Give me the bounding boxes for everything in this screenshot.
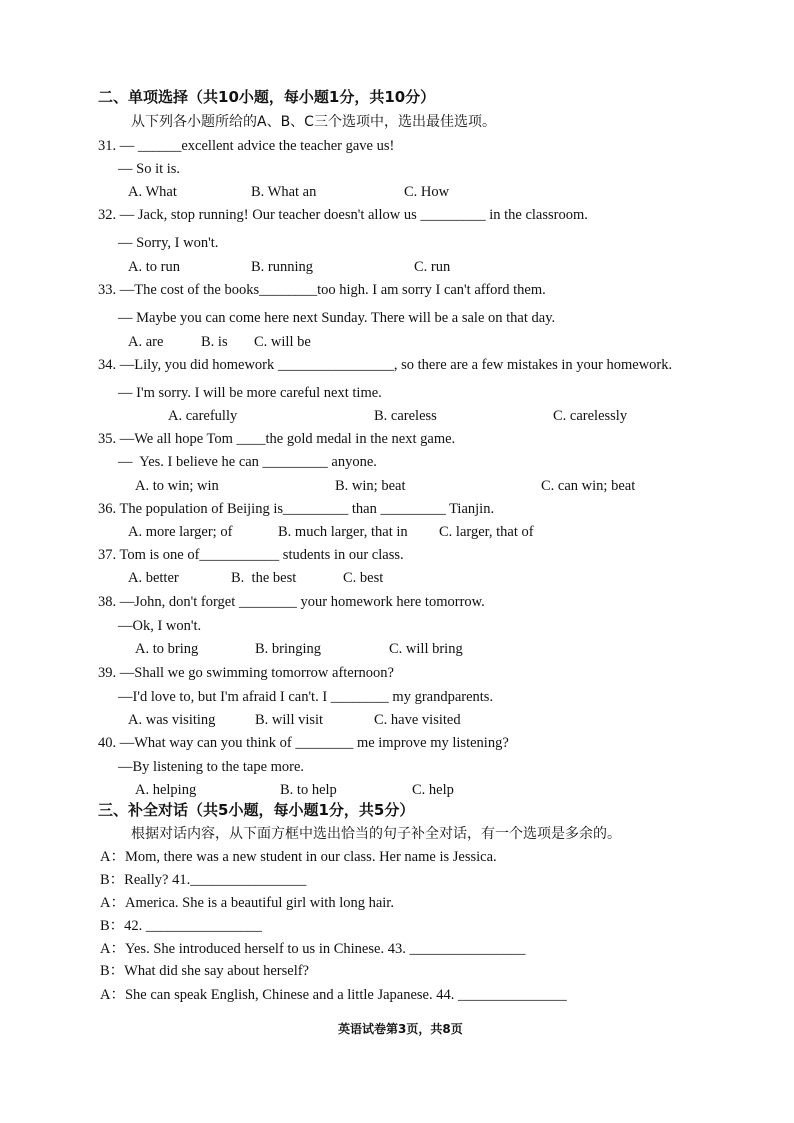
question-39-stem: 39. —Shall we go swimming tomorrow afternoon? — [98, 665, 394, 681]
section-2-title: 二、单项选择（共10小题，每小题1分，共10分） — [98, 88, 436, 106]
question-33-option-a: A. are — [128, 334, 164, 350]
question-40-reply: —By listening to the tape more. — [118, 759, 305, 775]
dialogue-line-3: A：America. She is a beautiful girl with long hair. — [100, 895, 394, 911]
question-38-option-a: A. to bring — [135, 641, 199, 657]
question-32-reply: — Sorry, I won't. — [118, 235, 219, 251]
question-38-option-b: B. bringing — [255, 641, 322, 657]
question-35-option-c: C. can win; beat — [541, 478, 636, 494]
question-40-option-c: C. help — [412, 782, 454, 798]
question-32-stem: 32. — Jack, stop running! Our teacher doesn't allow us _________ in the classroom. — [98, 207, 588, 223]
dialogue-line-7: A：She can speak English, Chinese and a little Japanese. 44. _______________ — [100, 987, 567, 1003]
question-37-stem: 37. Tom is one of___________ students in our class. — [98, 547, 404, 563]
question-39-reply: —I'd love to, but I'm afraid I can't. I ________ my grandparents. — [118, 689, 494, 705]
question-34-option-a: A. carefully — [168, 408, 238, 424]
question-31-stem: 31. — ______excellent advice the teacher gave us! — [98, 138, 395, 154]
question-40-stem: 40. —What way can you think of ________ me improve my listening? — [98, 735, 509, 751]
question-38-option-c: C. will bring — [389, 641, 463, 657]
question-31-option-a: A. What — [128, 184, 177, 200]
question-32-option-a: A. to run — [128, 259, 180, 275]
question-33-reply: — Maybe you can come here next Sunday. There will be a sale on that day. — [118, 310, 556, 326]
question-34-option-c: C. carelessly — [553, 408, 628, 424]
question-31-option-b: B. What an — [251, 184, 317, 200]
section-3-title: 三、补全对话（共5小题，每小题1分，共5分） — [98, 801, 415, 819]
question-39-option-c: C. have visited — [374, 712, 461, 728]
question-37-option-c: C. best — [343, 570, 384, 586]
question-35-reply: — Yes. I believe he can _________ anyone. — [118, 454, 377, 470]
question-35-stem: 35. —We all hope Tom ____the gold medal in the next game. — [98, 431, 456, 447]
dialogue-line-6: B：What did she say about herself? — [100, 963, 309, 979]
section-2-instruction: 从下列各小题所给的A、B、C三个选项中，选出最佳选项。 — [131, 114, 496, 130]
section-3-instruction: 根据对话内容，从下面方框中选出恰当的句子补全对话，有一个选项是多余的。 — [131, 826, 621, 842]
question-38-reply: —Ok, I won't. — [118, 618, 202, 634]
question-34-reply: — I'm sorry. I will be more careful next time. — [118, 385, 382, 401]
question-37-option-b: B. the best — [231, 570, 297, 586]
question-31-option-c: C. How — [404, 184, 450, 200]
question-40-option-a: A. helping — [135, 782, 197, 798]
question-40-option-b: B. to help — [280, 782, 337, 798]
question-33-option-c: C. will be — [254, 334, 311, 350]
question-33-option-b: B. is — [201, 334, 228, 350]
question-39-option-b: B. will visit — [255, 712, 324, 728]
question-36-option-a: A. more larger; of — [128, 524, 233, 540]
dialogue-line-5: A：Yes. She introduced herself to us in Chinese. 43. ________________ — [100, 941, 526, 957]
question-32-option-b: B. running — [251, 259, 314, 275]
question-37-option-a: A. better — [128, 570, 179, 586]
dialogue-line-4: B：42. ________________ — [100, 918, 262, 934]
question-36-option-c: C. larger, that of — [439, 524, 534, 540]
question-31-reply: — So it is. — [118, 161, 181, 177]
question-33-stem: 33. —The cost of the books________too high. I am sorry I can't afford them. — [98, 282, 546, 298]
question-39-option-a: A. was visiting — [128, 712, 216, 728]
dialogue-line-2: B：Really? 41.________________ — [100, 872, 307, 888]
question-38-stem: 38. —John, don't forget ________ your homework here tomorrow. — [98, 594, 485, 610]
question-34-option-b: B. careless — [374, 408, 437, 424]
question-34-stem: 34. —Lily, you did homework ________________, so there are a few mistakes in your homework. — [98, 357, 673, 373]
question-35-option-a: A. to win; win — [135, 478, 219, 494]
dialogue-line-1: A：Mom, there was a new student in our class. Her name is Jessica. — [100, 849, 497, 865]
question-35-option-b: B. win; beat — [335, 478, 406, 494]
question-36-option-b: B. much larger, that in — [278, 524, 408, 540]
question-32-option-c: C. run — [414, 259, 451, 275]
page-footer: 英语试卷第3页，共8页 — [338, 1022, 463, 1036]
question-36-stem: 36. The population of Beijing is_________ than _________ Tianjin. — [98, 501, 495, 517]
